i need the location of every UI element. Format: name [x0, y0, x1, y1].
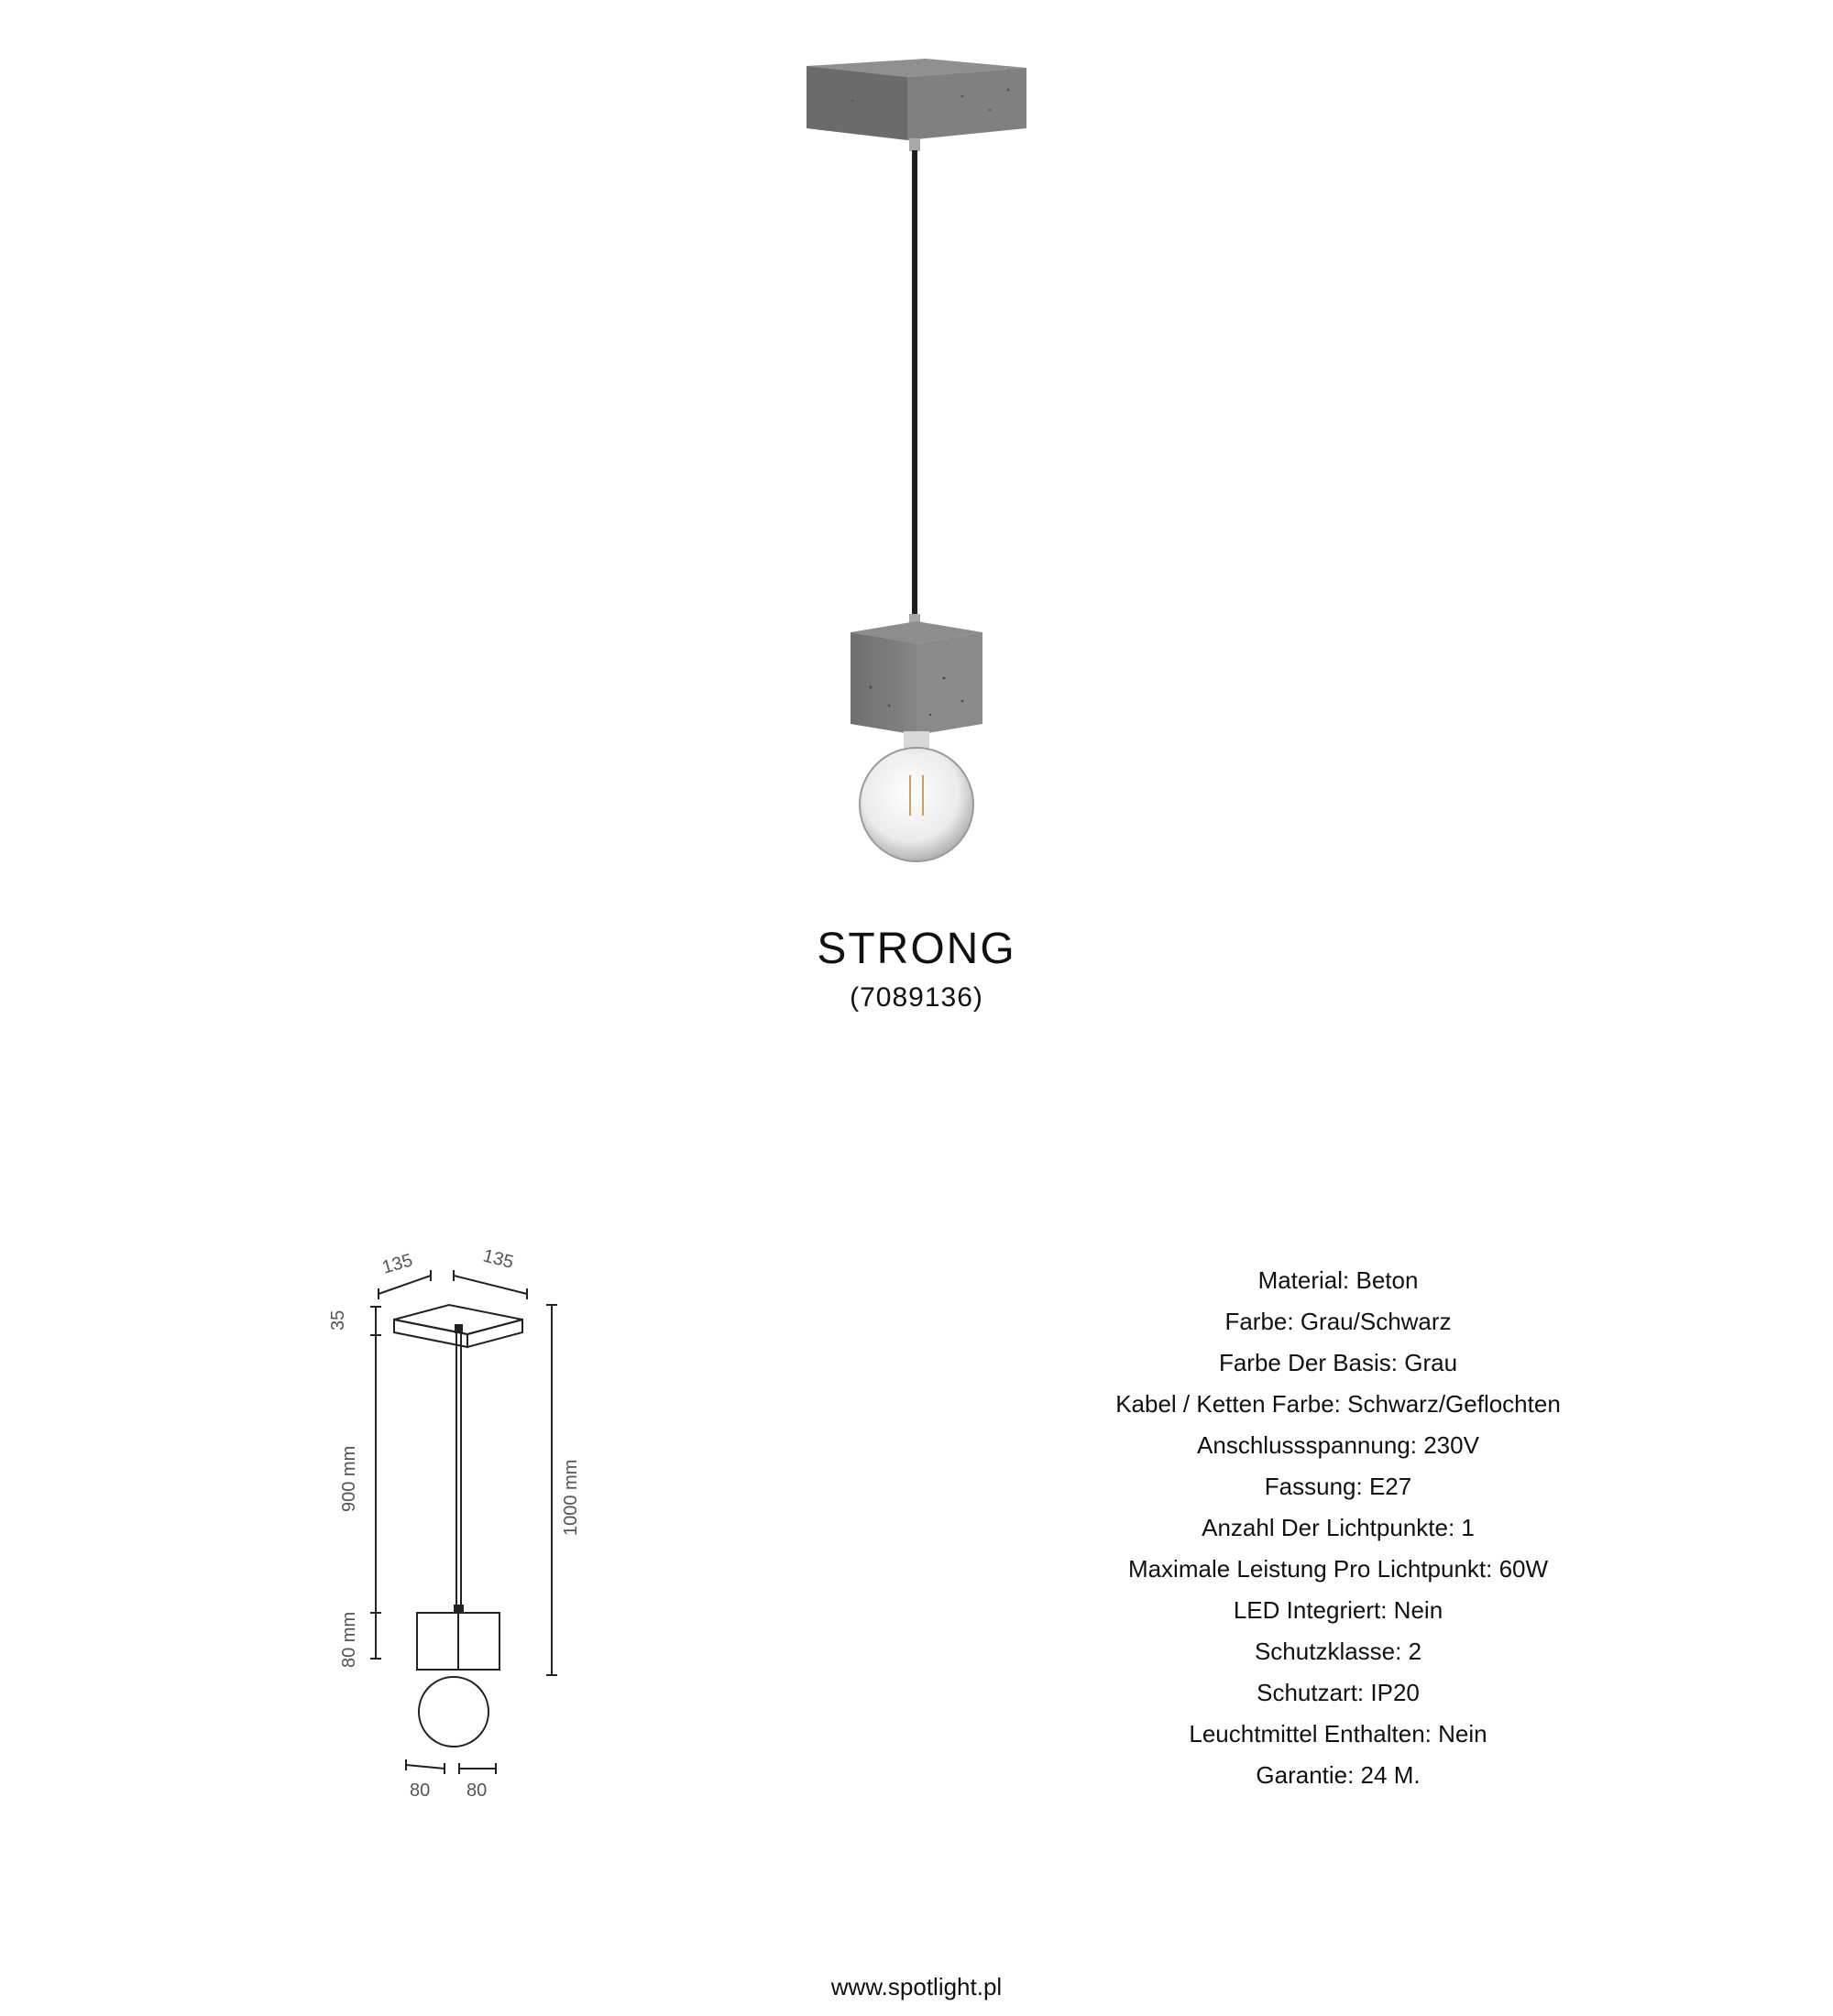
product-name: STRONG — [817, 925, 1016, 973]
dim-bottom-width-left: 80 — [410, 1780, 431, 1801]
ceiling-canopy — [807, 59, 1026, 140]
dim-bottom-width-right: 80 — [466, 1780, 488, 1801]
dim-canopy-height: 35 — [328, 1309, 348, 1331]
concrete-shade — [851, 621, 982, 735]
spec-item: Kabel / Ketten Farbe: Schwarz/Geflochten — [1115, 1390, 1561, 1418]
spec-item: Anzahl Der Lichtpunkte: 1 — [1202, 1514, 1475, 1541]
spec-item: Farbe: Grau/Schwarz — [1224, 1308, 1452, 1335]
dim-top-width-right: 135 — [480, 1245, 516, 1273]
spec-item: Schutzklasse: 2 — [1254, 1638, 1422, 1665]
spec-item: LED Integriert: Nein — [1233, 1596, 1443, 1624]
spec-item: Material: Beton — [1257, 1266, 1419, 1294]
spec-item: Farbe Der Basis: Grau — [1218, 1349, 1458, 1376]
spec-item: Maximale Leistung Pro Lichtpunkt: 60W — [1127, 1555, 1549, 1583]
dim-shade-height: 80 mm — [339, 1611, 359, 1668]
dimension-drawing — [325, 1210, 619, 1814]
dim-cable-length: 900 mm — [339, 1445, 359, 1512]
spec-item: Leuchtmittel Enthalten: Nein — [1189, 1720, 1487, 1748]
dim-top-width-left: 135 — [379, 1250, 415, 1278]
light-bulb — [860, 748, 973, 861]
pendant-cable — [912, 150, 917, 616]
spec-item: Anschlussspannung: 230V — [1197, 1431, 1479, 1459]
spec-list — [990, 1260, 1686, 1796]
footer-url: www.spotlight.pl — [830, 1973, 1003, 2000]
product-photo — [770, 46, 1063, 871]
dim-total-height: 1000 mm — [561, 1459, 581, 1536]
spec-item: Garantie: 24 M. — [1256, 1761, 1421, 1789]
spec-item: Schutzart: IP20 — [1257, 1679, 1420, 1706]
canopy-fitting — [909, 138, 920, 151]
spec-item: Fassung: E27 — [1264, 1473, 1412, 1500]
product-code: (7089136) — [850, 982, 983, 1013]
